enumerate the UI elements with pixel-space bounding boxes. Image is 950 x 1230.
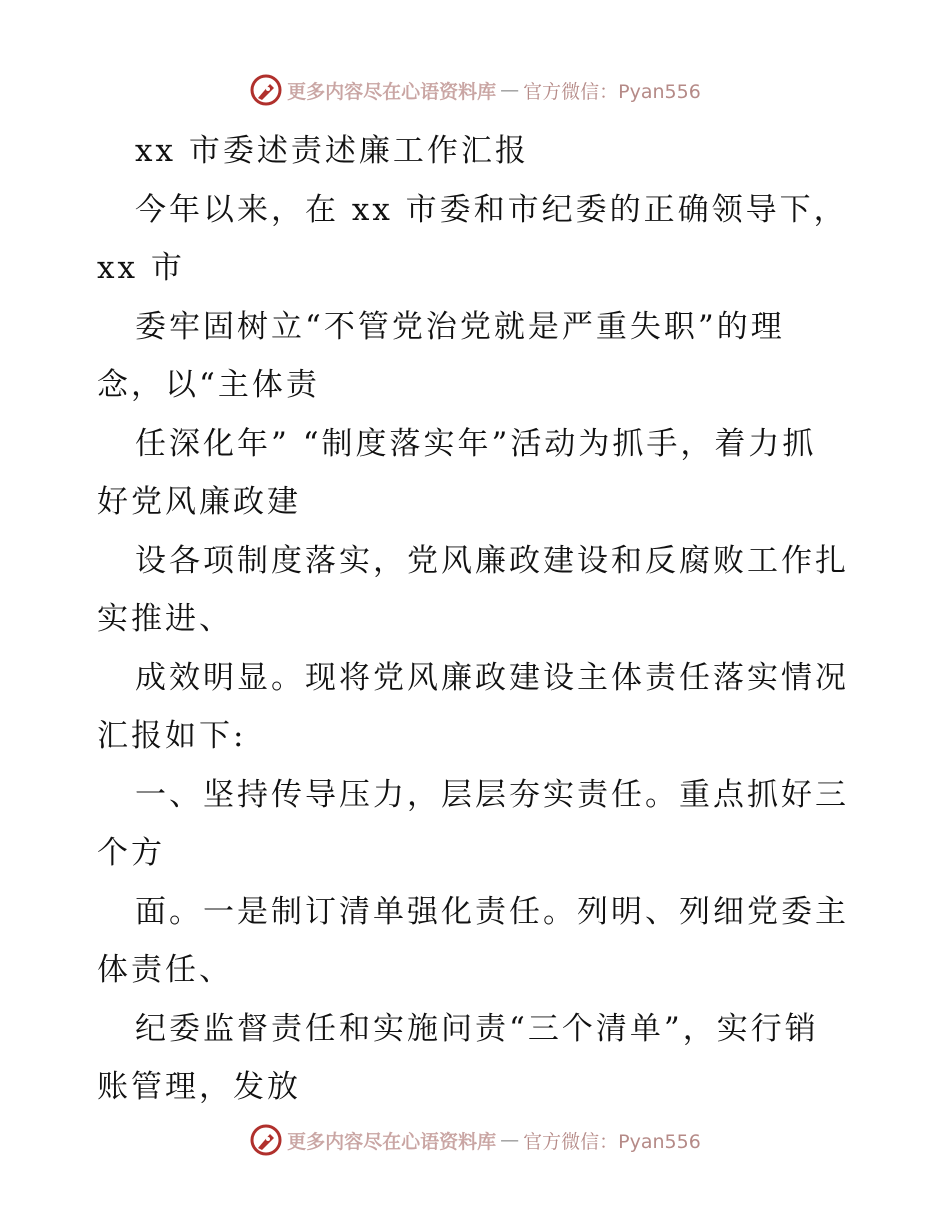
document-body (97, 122, 857, 1117)
text-line: 任深化年” “制度落实年”活动为抓手，着力抓 (135, 425, 817, 462)
section-heading: 一、坚持传导压力，层层夯实责任。重点抓好三 (135, 776, 849, 813)
text-line: 念，以“主体责 (97, 367, 320, 403)
text-line: xx 市 (97, 250, 185, 286)
watermark-text: 更多内容尽在心语资料库 (287, 80, 497, 103)
watermark-contact: 官方微信：Pyan556 (523, 1130, 701, 1153)
pen-nib-icon (249, 73, 283, 107)
text-line: 设各项制度落实，党风廉政建设和反腐败工作扎 (135, 542, 849, 579)
text-line: 账管理，发放 (97, 1069, 301, 1105)
document-title: xx 市委述责述廉工作汇报 (135, 133, 529, 169)
footer-watermark (0, 1120, 950, 1160)
text-line: 实推进、 (97, 601, 233, 637)
watermark-text: 更多内容尽在心语资料库 (287, 1130, 497, 1153)
watermark-contact: 官方微信：Pyan556 (523, 80, 701, 103)
watermark-separator: — (500, 79, 520, 101)
text-line: 体责任、 (97, 952, 233, 988)
pen-nib-icon (249, 1123, 283, 1157)
text-line: 成效明显。现将党风廉政建设主体责任落实情况 (135, 659, 849, 696)
text-line: 好党风廉政建 (97, 484, 301, 520)
text-line: 个方 (97, 835, 165, 871)
text-line: 面。一是制订清单强化责任。列明、列细党委主 (135, 893, 849, 930)
text-line: 今年以来，在 xx 市委和市纪委的正确领导下， (135, 191, 848, 228)
text-line: 纪委监督责任和实施问责“三个清单”，实行销 (135, 1010, 819, 1047)
header-watermark (0, 70, 950, 110)
watermark-separator: — (500, 1129, 520, 1151)
text-line: 委牢固树立“不管党治党就是严重失职”的理 (135, 308, 785, 345)
text-line: 汇报如下: (97, 718, 247, 754)
